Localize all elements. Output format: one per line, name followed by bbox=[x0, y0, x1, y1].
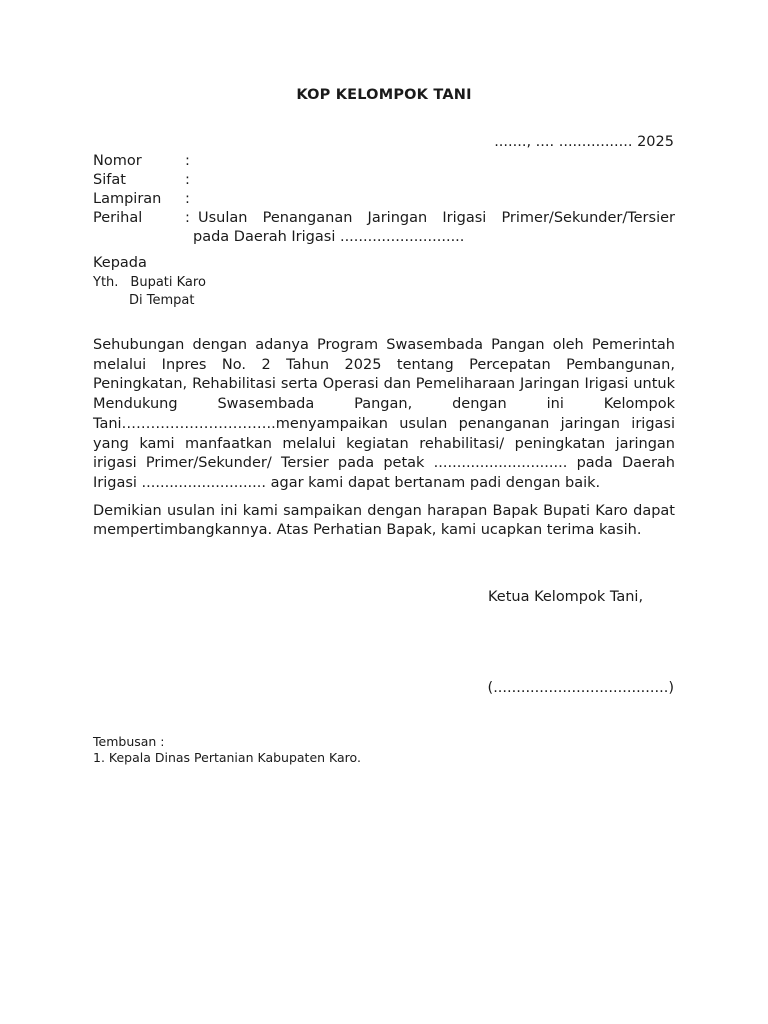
perihal-label: Perihal bbox=[93, 210, 143, 226]
perihal-colon: : bbox=[185, 210, 190, 226]
meta-row-sifat bbox=[93, 171, 675, 190]
perihal-value-line1: Usulan Penanganan Jaringan Irigasi Primer/Sekunder/Tersier bbox=[198, 210, 675, 226]
meta-row-perihal bbox=[93, 209, 675, 228]
body-paragraph-1: Sehubungan dengan adanya Program Swasembada Pangan oleh Pemerintah melalui Inpres No. 2 Tahun 2025 tentang Percepatan Pembangunan, Peningkatan, Rehabilitasi serta Operasi dan Pemeliharaan Jaringan Irigasi untuk Mendukung Swasembada Pangan, dengan ini Kelompok Tani…………………………..menyampaikan usulan penanganan jaringan irigasi yang kami manfaatkan melalui kegiatan rehabilitasi/ peningkatan jaringan irigasi Primer/Sekunder/ Tersier pada petak ............................. pada Daerah Irigasi ........................... agar kami dapat bertanam padi dengan baik. bbox=[93, 337, 675, 491]
lampiran-colon: : bbox=[185, 191, 190, 207]
perihal-value-line2: pada Daerah Irigasi ........................... bbox=[193, 229, 465, 245]
recipient-name: Bupati Karo bbox=[130, 275, 206, 290]
tembusan-block bbox=[93, 734, 361, 766]
lampiran-label: Lampiran bbox=[93, 191, 162, 207]
meta-row-lampiran bbox=[93, 190, 675, 209]
nomor-label: Nomor bbox=[93, 153, 142, 169]
date-line: ......., .... ................ 2025 bbox=[494, 134, 674, 150]
signature-name-placeholder: (......................................) bbox=[487, 680, 674, 696]
recipient-block bbox=[93, 274, 206, 309]
recipient-location: Di Tempat bbox=[129, 292, 195, 308]
signature-title: Ketua Kelompok Tani, bbox=[488, 589, 644, 605]
letter-meta bbox=[93, 152, 675, 247]
body-paragraph-2: Demikian usulan ini kami sampaikan dengan harapan Bapak Bupati Karo dapat mempertimbangkannya. Atas Perhatian Bapak, kami ucapkan terima kasih. bbox=[93, 502, 675, 539]
yth-prefix: Yth. bbox=[93, 275, 119, 290]
sifat-colon: : bbox=[185, 172, 190, 188]
tembusan-label: Tembusan : bbox=[93, 734, 165, 749]
tembusan-item: 1. Kepala Dinas Pertanian Kabupaten Karo. bbox=[93, 750, 361, 765]
nomor-colon: : bbox=[185, 153, 190, 169]
letter-body bbox=[93, 336, 675, 549]
letterhead-title: KOP KELOMPOK TANI bbox=[296, 87, 472, 103]
sifat-label: Sifat bbox=[93, 172, 126, 188]
meta-row-nomor bbox=[93, 152, 675, 171]
kepada-label: Kepada bbox=[93, 255, 147, 271]
recipient-line bbox=[93, 274, 206, 292]
